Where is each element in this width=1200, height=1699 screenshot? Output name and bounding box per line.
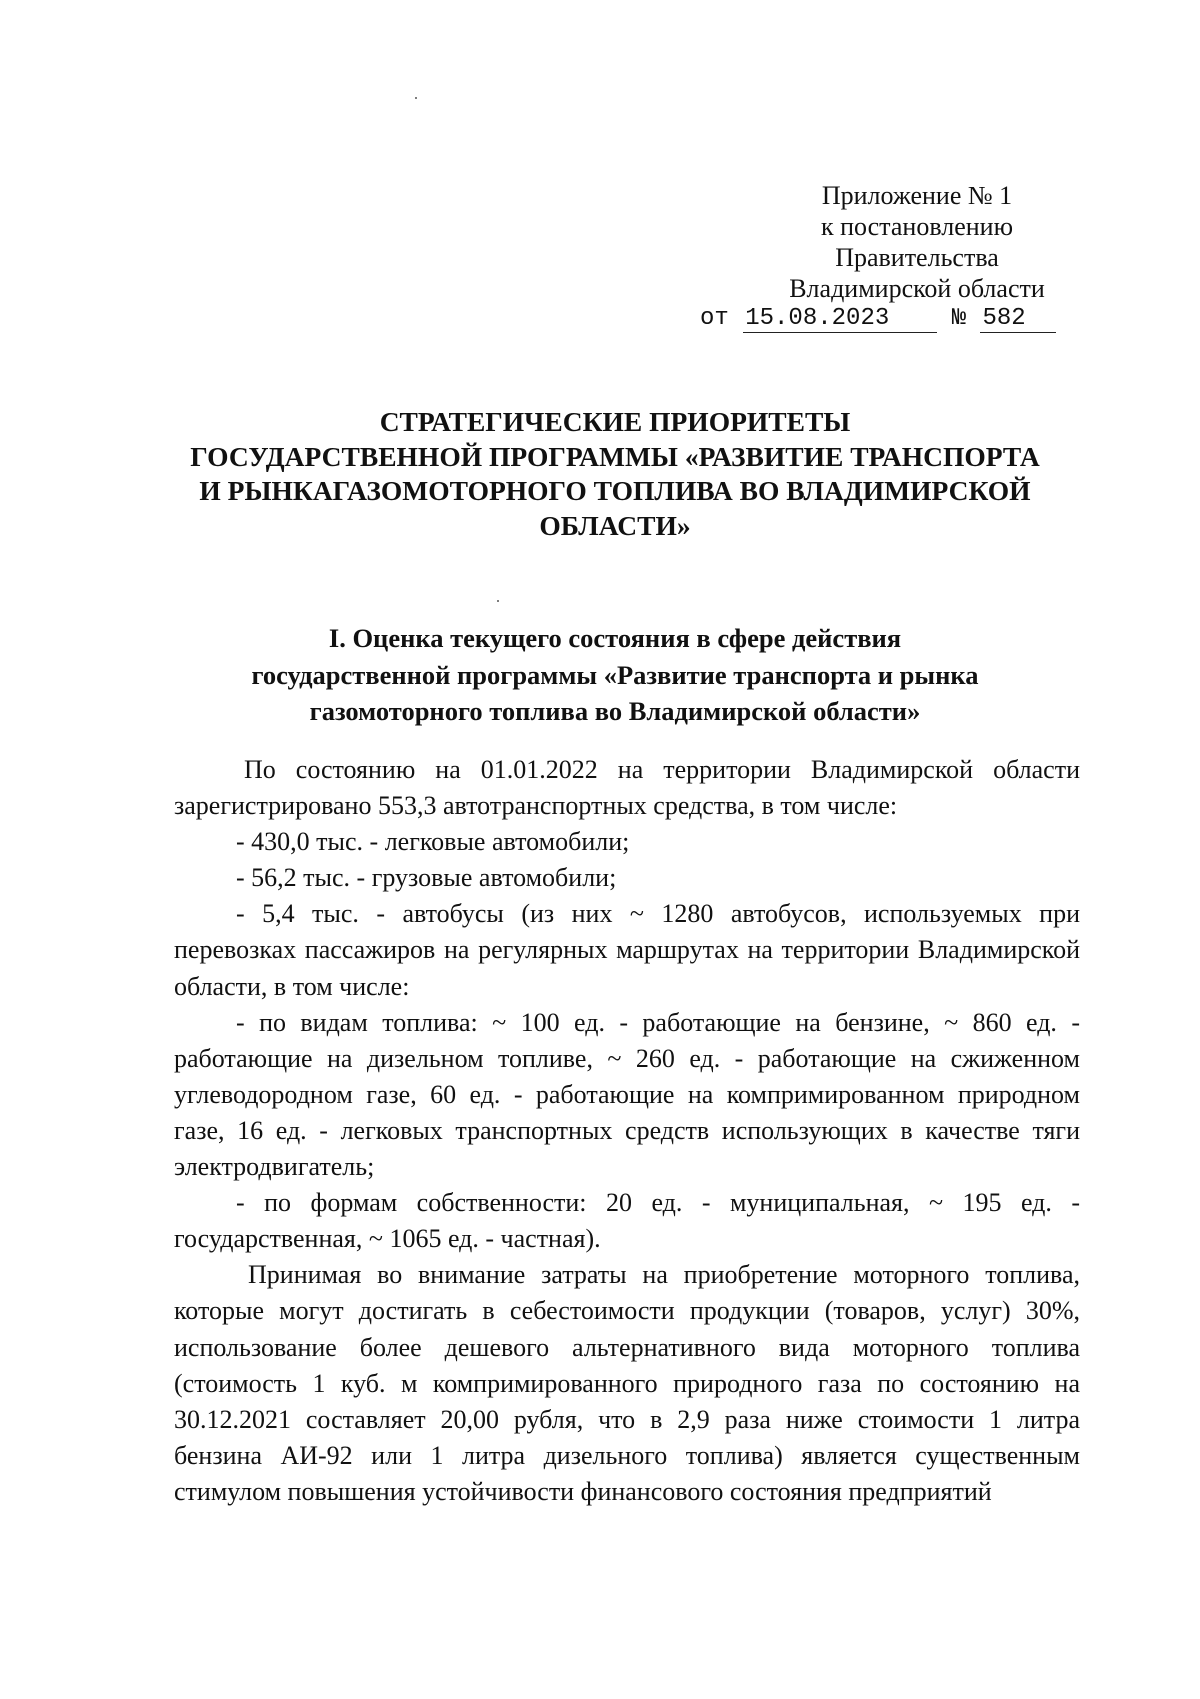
title-line-3: И РЫНКАГАЗОМОТОРНОГО ТОПЛИВА ВО ВЛАДИМИРСКОЙ: [199, 475, 1031, 506]
order-date: 15.08.2023: [743, 306, 937, 333]
title-line-1: СТРАТЕГИЧЕСКИЕ ПРИОРИТЕТЫ: [379, 406, 851, 437]
list-item: - по формам собственности: 20 ед. - муниципальная, ~ 195 ед. - государственная, ~ 1065 ед. - частная).: [174, 1188, 1080, 1254]
document-body: [174, 752, 1080, 1510]
section-line-3: газомоторного топлива во Владимирской области»: [309, 696, 921, 726]
list-item: - по видам топлива: ~ 100 ед. - работающие на бензине, ~ 860 ед. - работающие на дизельном топливе, ~ 260 ед. - работающие на сжиженном углеводородном газе, 60 ед. - работающие на компримированном природном газе, 16 ед. - легковых транспортных средств использующих в качестве тяги электродвигатель;: [174, 1007, 1080, 1182]
title-line-2: ГОСУДАРСТВЕННОЙ ПРОГРАММЫ «РАЗВИТИЕ ТРАНСПОРТА: [190, 440, 1040, 472]
paragraph: Принимая во внимание затраты на приобретение моторного топлива, которые могут достигать в себестоимости продукции (товаров, услуг) 30%, использование более дешевого альтернативного вида моторного топлива (стоимость 1 куб. м компримированного природного газа по состоянию на 30.12.2021 составляет 20,00 рубля, что в 2,9 раза ниже стоимости 1 литра бензина АИ-92 или 1 литра дизельного топлива) является существенным стимулом повышения устойчивости финансового состояния предприятий: [174, 1260, 1080, 1506]
appendix-line-2: к постановлению: [820, 212, 1014, 241]
number-label: №: [951, 305, 967, 332]
list-item: - 430,0 тыс. - легковые автомобили;: [236, 827, 630, 857]
order-reference: [700, 305, 1056, 333]
scan-speck: [415, 97, 417, 99]
appendix-line-4: Владимирской области: [789, 274, 1045, 303]
list-item: - 5,4 тыс. - автобусы (из них ~ 1280 автобусов, используемых при перевозках пассажиров на регулярных маршрутах на территории Владимирской области, в том числе:: [174, 899, 1080, 1001]
document-title: [150, 405, 1080, 543]
appendix-line-1: Приложение № 1: [821, 181, 1013, 210]
section-heading: [150, 620, 1080, 730]
title-line-4: ОБЛАСТИ»: [539, 509, 691, 541]
order-number: 582: [980, 306, 1056, 333]
appendix-header: [752, 180, 1082, 304]
section-line-1: I. Оценка текущего состояния в сфере действия: [328, 623, 902, 653]
section-line-2: государственной программы «Развитие транспорта и рынка: [251, 659, 979, 690]
list-item: - 56,2 тыс. - грузовые автомобили;: [236, 863, 617, 893]
from-label: от: [700, 305, 729, 332]
appendix-line-3: Правительства: [835, 243, 999, 272]
scan-speck: [497, 600, 499, 602]
paragraph: По состоянию на 01.01.2022 на территории Владимирской области зарегистрировано 553,3 автотранспортных средства, в том числе:: [174, 755, 1080, 821]
